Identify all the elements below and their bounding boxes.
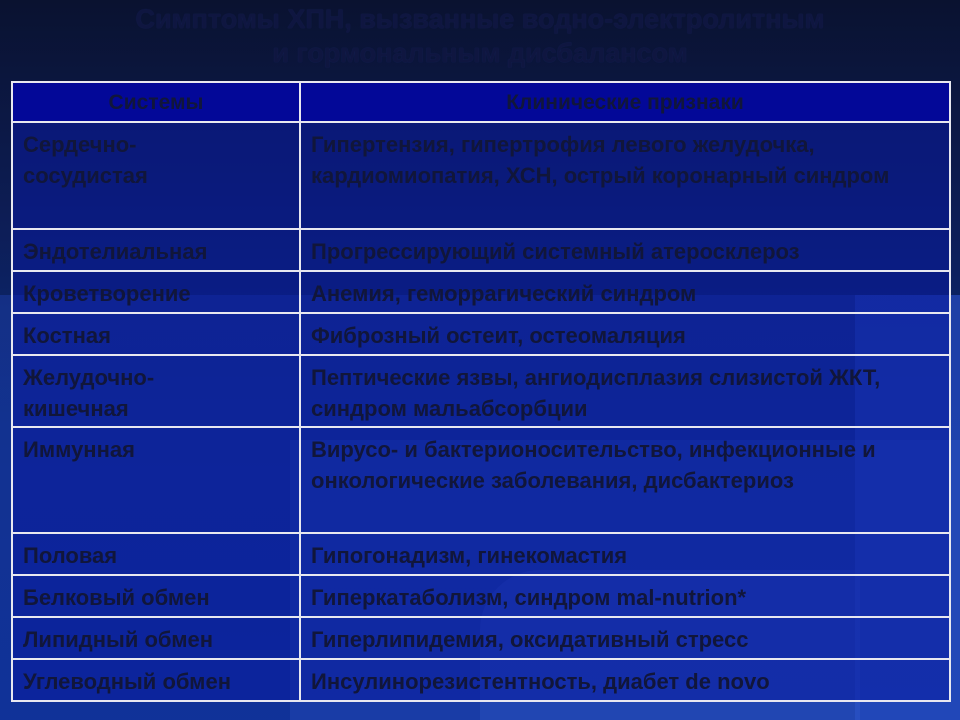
table-row [12, 427, 950, 533]
system-cell: Половая [12, 533, 300, 575]
signs-cell: Гиперлипидемия, оксидативный стресс [300, 617, 950, 659]
system-cell: Липидный обмен [12, 617, 300, 659]
table-row [12, 229, 950, 271]
table-header-row [12, 82, 950, 122]
table-row [12, 355, 950, 427]
signs-cell: Анемия, геморрагический синдром [300, 271, 950, 313]
table-row [12, 313, 950, 355]
table-row [12, 122, 950, 229]
system-cell: Иммунная [12, 427, 300, 533]
system-cell: Кроветворение [12, 271, 300, 313]
system-cell: Сердечно-сосудистая [12, 122, 300, 229]
system-cell: Желудочно-кишечная [12, 355, 300, 427]
signs-cell: Фиброзный остеит, остеомаляция [300, 313, 950, 355]
signs-cell: Инсулинорезистентность, диабет de novo [300, 659, 950, 701]
table-row [12, 533, 950, 575]
system-cell: Углеводный обмен [12, 659, 300, 701]
slide-title [0, 2, 960, 70]
signs-cell: Гиперкатаболизм, синдром mal-nutrion* [300, 575, 950, 617]
signs-cell: Вирусо- и бактерионосительство, инфекционные и онкологические заболевания, дисбактериоз [300, 427, 950, 533]
system-cell: Костная [12, 313, 300, 355]
table-row [12, 271, 950, 313]
signs-cell: Гипертензия, гипертрофия левого желудочка, кардиомиопатия, ХСН, острый коронарный синдром [300, 122, 950, 229]
header-systems: Системы [12, 82, 300, 122]
slide-title-line-2: и гормональным дисбалансом [272, 38, 688, 68]
system-cell: Белковый обмен [12, 575, 300, 617]
slide-title-line-1: Симптомы ХПН, вызванные водно-электролитным [135, 4, 825, 34]
symptoms-table [11, 81, 951, 702]
system-cell: Эндотелиальная [12, 229, 300, 271]
signs-cell: Прогрессирующий системный атеросклероз [300, 229, 950, 271]
signs-cell: Гипогонадизм, гинекомастия [300, 533, 950, 575]
signs-cell: Пептические язвы, ангиодисплазия слизистой ЖКТ, синдром мальабсорбции [300, 355, 950, 427]
table-row [12, 617, 950, 659]
header-clinical-signs: Клинические признаки [300, 82, 950, 122]
table-row [12, 659, 950, 701]
table-row [12, 575, 950, 617]
